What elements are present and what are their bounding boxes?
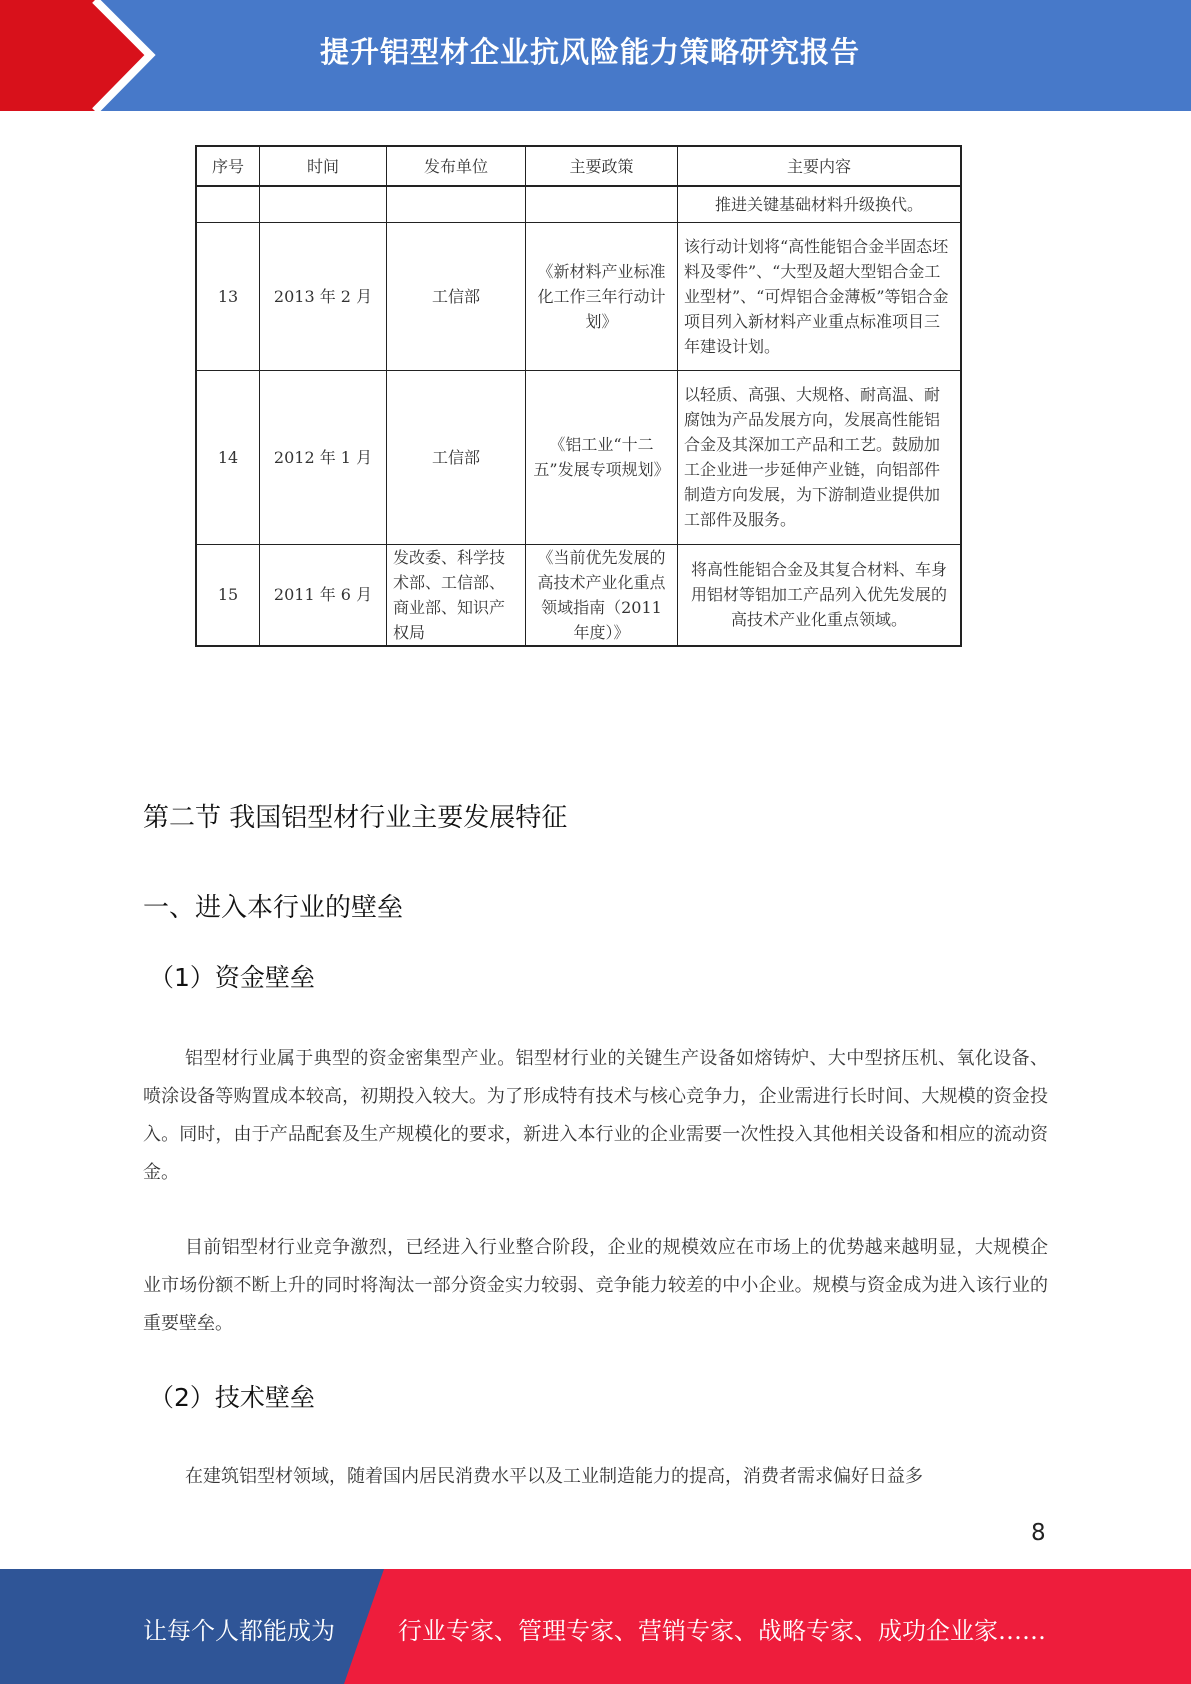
col-header-content: 主要内容 <box>678 146 962 186</box>
paragraph-capital-1: 铝型材行业属于典型的资金密集型产业。铝型材行业的关键生产设备如熔铸炉、大中型挤压机、氧化设备、喷涂设备等购置成本较高，初期投入较大。为了形成特有技术与核心竞争力，企业需进行长时间、大规模的资金投入。同时，由于产品配套及生产规模化的要求，新进入本行业的企业需要一次性投入其他相关设备和相应的流动资金。 <box>143 1048 1048 1183</box>
cell-no <box>196 186 260 222</box>
table-row <box>196 186 961 222</box>
footer-slogan-right: 行业专家、管理专家、营销专家、战略专家、成功企业家…… <box>398 1617 1046 1645</box>
cell-issuer: 工信部 <box>387 370 526 544</box>
cell-policy: 《新材料产业标准化工作三年行动计划》 <box>526 222 678 370</box>
cell-no: 15 <box>196 544 260 646</box>
col-header-no: 序号 <box>196 146 260 186</box>
table-header-row <box>196 146 961 186</box>
cell-content: 将高性能铝合金及其复合材料、车身用铝材等铝加工产品列入优先发展的高技术产业化重点领域。 <box>678 544 962 646</box>
paragraph-capital-2: 目前铝型材行业竞争激烈，已经进入行业整合阶段，企业的规模效应在市场上的优势越来越明显，大规模企业市场份额不断上升的同时将淘汰一部分资金实力较弱、竞争能力较差的中小企业。规模与资金成为进入该行业的重要壁垒。 <box>143 1237 1048 1334</box>
policy-table <box>195 145 962 647</box>
cell-content: 该行动计划将“高性能铝合金半固态坯料及零件”、“大型及超大型铝合金工业型材”、“可焊铝合金薄板”等铝合金项目列入新材料产业重点标准项目三年建设计划。 <box>678 222 962 370</box>
sub-heading-barriers: 一、进入本行业的壁垒 <box>143 893 404 923</box>
page-footer <box>0 1569 1191 1684</box>
cell-content: 以轻质、高强、大规格、耐高温、耐腐蚀为产品发展方向，发展高性能铝合金及其深加工产品和工艺。鼓励加工企业进一步延伸产业链，向铝部件制造方向发展，为下游制造业提供加工部件及服务。 <box>678 370 962 544</box>
section-title: 第二节 我国铝型材行业主要发展特征 <box>143 803 568 833</box>
table-row <box>196 222 961 370</box>
cell-time: 2012 年 1 月 <box>260 370 387 544</box>
cell-no: 13 <box>196 222 260 370</box>
cell-no: 14 <box>196 370 260 544</box>
cell-issuer: 工信部 <box>387 222 526 370</box>
red-chevron-icon <box>0 0 160 111</box>
col-header-time: 时间 <box>260 146 387 186</box>
cell-time: 2013 年 2 月 <box>260 222 387 370</box>
cell-policy: 《铝工业“十二五”发展专项规划》 <box>526 370 678 544</box>
col-header-policy: 主要政策 <box>526 146 678 186</box>
paragraph-tech-1: 在建筑铝型材领域，随着国内居民消费水平以及工业制造能力的提高，消费者需求偏好日益多 <box>185 1466 923 1487</box>
table-row <box>196 544 961 646</box>
report-title: 提升铝型材企业抗风险能力策略研究报告 <box>320 35 861 69</box>
page-header <box>0 0 1191 111</box>
cell-content: 推进关键基础材料升级换代。 <box>678 186 962 222</box>
col-header-issuer: 发布单位 <box>387 146 526 186</box>
cell-issuer <box>387 186 526 222</box>
cell-time: 2011 年 6 月 <box>260 544 387 646</box>
footer-slogan-left: 让每个人都能成为 <box>143 1617 335 1645</box>
cell-time <box>260 186 387 222</box>
page-number: 8 <box>1031 1520 1046 1546</box>
cell-policy <box>526 186 678 222</box>
heading-tech-barrier: （2）技术壁垒 <box>149 1383 315 1412</box>
cell-policy: 《当前优先发展的高技术产业化重点领域指南（2011 年度）》 <box>526 544 678 646</box>
heading-capital-barrier: （1）资金壁垒 <box>149 963 315 992</box>
cell-issuer: 发改委、科学技术部、工信部、商业部、知识产权局 <box>387 544 526 646</box>
table-row <box>196 370 961 544</box>
